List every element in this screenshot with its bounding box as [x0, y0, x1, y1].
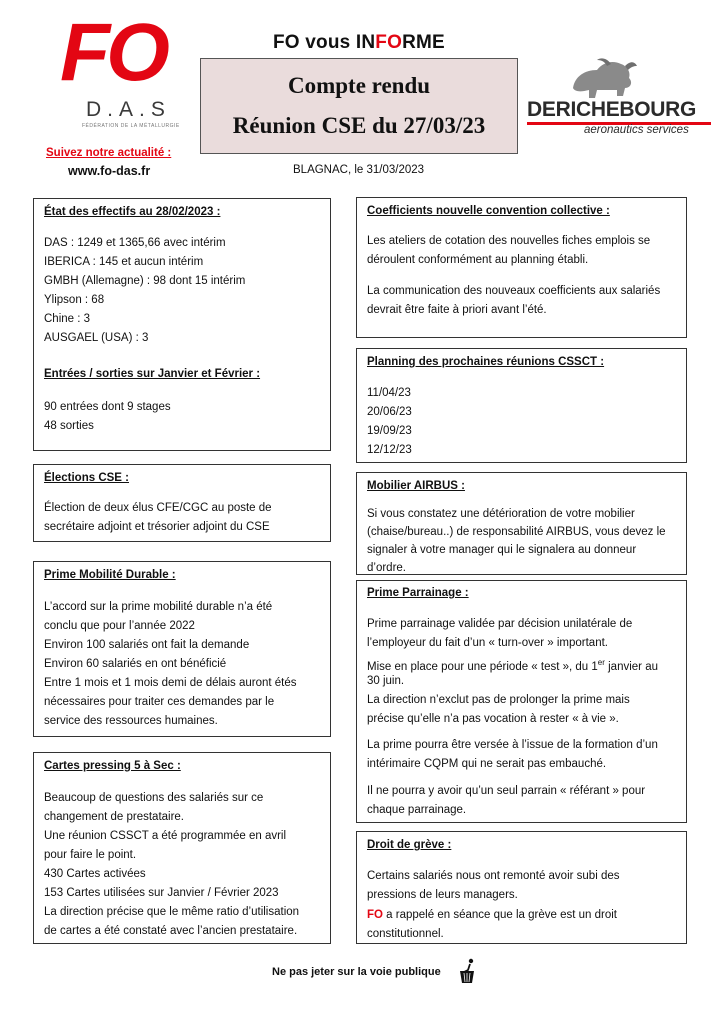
date-item: 19/09/23: [367, 425, 412, 437]
text-line: déroulent conformément au planning établi.: [367, 254, 589, 266]
text-line: L’accord sur la prime mobilité durable n’a été: [44, 601, 273, 613]
text-line: changement de prestataire.: [44, 811, 185, 823]
text-line: intérimaire CQPM qui ne serait pas embauché.: [367, 758, 607, 770]
company-tagline: aeronautics services: [584, 124, 689, 136]
text-line: Il ne pourra y avoir qu’un seul parrain « référant » pour: [367, 785, 646, 797]
title-line-1: Compte rendu: [287, 73, 431, 98]
section-airbus: [356, 472, 687, 575]
text-line: Mise en place pour une période « test », du 1er janvier au: [367, 658, 658, 673]
section-pressing: [33, 752, 331, 944]
text-line: d’ordre.: [367, 562, 406, 574]
text-line: constitutionnel.: [367, 928, 444, 940]
section-coefficients: [356, 197, 687, 338]
text-line: Si vous constatez une détérioration de votre mobilier: [367, 508, 635, 520]
text-line: Prime parrainage validée par décision unilatérale de: [367, 618, 633, 630]
text-line: DAS : 1249 et 1365,66 avec intérim: [44, 237, 226, 249]
section-heading: Mobilier AIRBUS :: [367, 480, 465, 492]
date-item: 11/04/23: [367, 387, 411, 399]
text-line: La prime pourra être versée à l’issue de la formation d’un: [367, 739, 658, 751]
section-heading: Planning des prochaines réunions CSSCT :: [367, 356, 605, 368]
text-line: La communication des nouveaux coefficients aux salariés: [367, 285, 661, 297]
fo-das-logo: [60, 7, 180, 129]
text-line: service des ressources humaines.: [44, 715, 218, 727]
text-line: La direction n’exclut pas de prolonger la prime mais: [367, 694, 630, 706]
text-line: AUSGAEL (USA) : 3: [44, 332, 149, 344]
date-item: 20/06/23: [367, 406, 412, 418]
derichebourg-logo: [527, 58, 717, 138]
section-heading: Cartes pressing 5 à Sec :: [44, 760, 181, 772]
date-item: 12/12/23: [367, 444, 412, 456]
section-subheading: Entrées / sorties sur Janvier et Février :: [44, 368, 261, 380]
text-line: chaque parrainage.: [367, 804, 467, 816]
text-line: devrait être faite à priori avant l’été.: [367, 304, 547, 316]
title-line-2: Réunion CSE du 27/03/23: [232, 113, 486, 138]
text-line: Chine : 3: [44, 313, 91, 325]
text-line: pour faire le point.: [44, 849, 137, 861]
logo-fo-text: FO: [60, 7, 166, 98]
text-line: de cartes a été constaté avec l’ancien prestataire.: [44, 925, 298, 937]
title-box: [200, 58, 518, 154]
section-heading: État des effectifs au 28/02/2023 :: [44, 206, 221, 218]
text-line: 430 Cartes activées: [44, 868, 146, 880]
text-line: Environ 100 salariés ont fait la demande: [44, 639, 250, 651]
section-parrainage: [356, 580, 687, 823]
text-line: l’employeur du fait d’un « turn-over » important.: [367, 637, 608, 649]
text-line: 153 Cartes utilisées sur Janvier / Février 2023: [44, 887, 279, 899]
section-prime-mobilite: [33, 561, 331, 737]
text-line: Les ateliers de cotation des nouvelles fiches emplois se: [367, 235, 651, 247]
section-greve: [356, 831, 687, 944]
section-heading: Coefficients nouvelle convention collective :: [367, 205, 610, 217]
place-date: BLAGNAC, le 31/03/2023: [293, 164, 425, 176]
text-line: IBERICA : 145 et aucun intérim: [44, 256, 204, 268]
follow-label: Suivez notre actualité :: [46, 147, 172, 159]
website-link[interactable]: www.fo-das.fr: [68, 164, 151, 178]
bull-emblem-icon: [567, 58, 637, 100]
section-heading: Prime Parrainage :: [367, 587, 469, 599]
company-name: DERICHEBOURG: [527, 98, 697, 121]
text-line: conclu que pour l’année 2022: [44, 620, 195, 632]
text-line: 30 juin.: [367, 675, 405, 687]
logo-federation-text: FÉDÉRATION DE LA MÉTALLURGIE: [82, 123, 180, 129]
text-line: Une réunion CSSCT a été programmée en avril: [44, 830, 287, 842]
text-line: secrétaire adjoint et trésorier adjoint du CSE: [44, 521, 270, 533]
text-line: Beaucoup de questions des salariés sur ce: [44, 792, 264, 804]
trash-bin-icon: [457, 958, 477, 984]
text-line: nécessaires pour traiter ces demandes par le: [44, 696, 275, 708]
text-line: FO a rappelé en séance que la grève est un droit: [367, 909, 617, 921]
text-line: Élection de deux élus CFE/CGC au poste de: [44, 502, 272, 514]
logo-das-text: D.A.S: [86, 98, 171, 121]
section-cssct: [356, 348, 687, 463]
text-line: 90 entrées dont 9 stages: [44, 401, 171, 413]
fo-informe-heading: FO vous INFORME: [273, 32, 445, 53]
text-line: GMBH (Allemagne) : 98 dont 15 intérim: [44, 275, 246, 287]
footer-text: Ne pas jeter sur la voie publique: [272, 966, 441, 978]
section-heading: Prime Mobilité Durable :: [44, 569, 176, 581]
text-line: La direction précise que le même ratio d’utilisation: [44, 906, 300, 918]
text-line: Entre 1 mois et 1 mois demi de délais auront étés: [44, 677, 297, 689]
text-line: précise qu’elle n’a pas vocation à rester « à vie ».: [367, 713, 619, 725]
section-effectifs: [33, 198, 331, 451]
section-elections: [33, 464, 331, 542]
text-line: Environ 60 salariés en ont bénéficié: [44, 658, 227, 670]
text-line: Ylipson : 68: [44, 294, 105, 306]
text-line: 48 sorties: [44, 420, 94, 432]
section-heading: Élections CSE :: [44, 472, 129, 484]
section-heading: Droit de grève :: [367, 839, 452, 851]
text-line: (chaise/bureau..) de responsabilité AIRBUS, vous devez le: [367, 526, 666, 538]
text-line: signaler à votre manager qui le signalera au donneur: [367, 544, 637, 556]
text-line: pressions de leurs managers.: [367, 889, 518, 901]
text-line: Certains salariés nous ont remonté avoir subi des: [367, 870, 620, 882]
